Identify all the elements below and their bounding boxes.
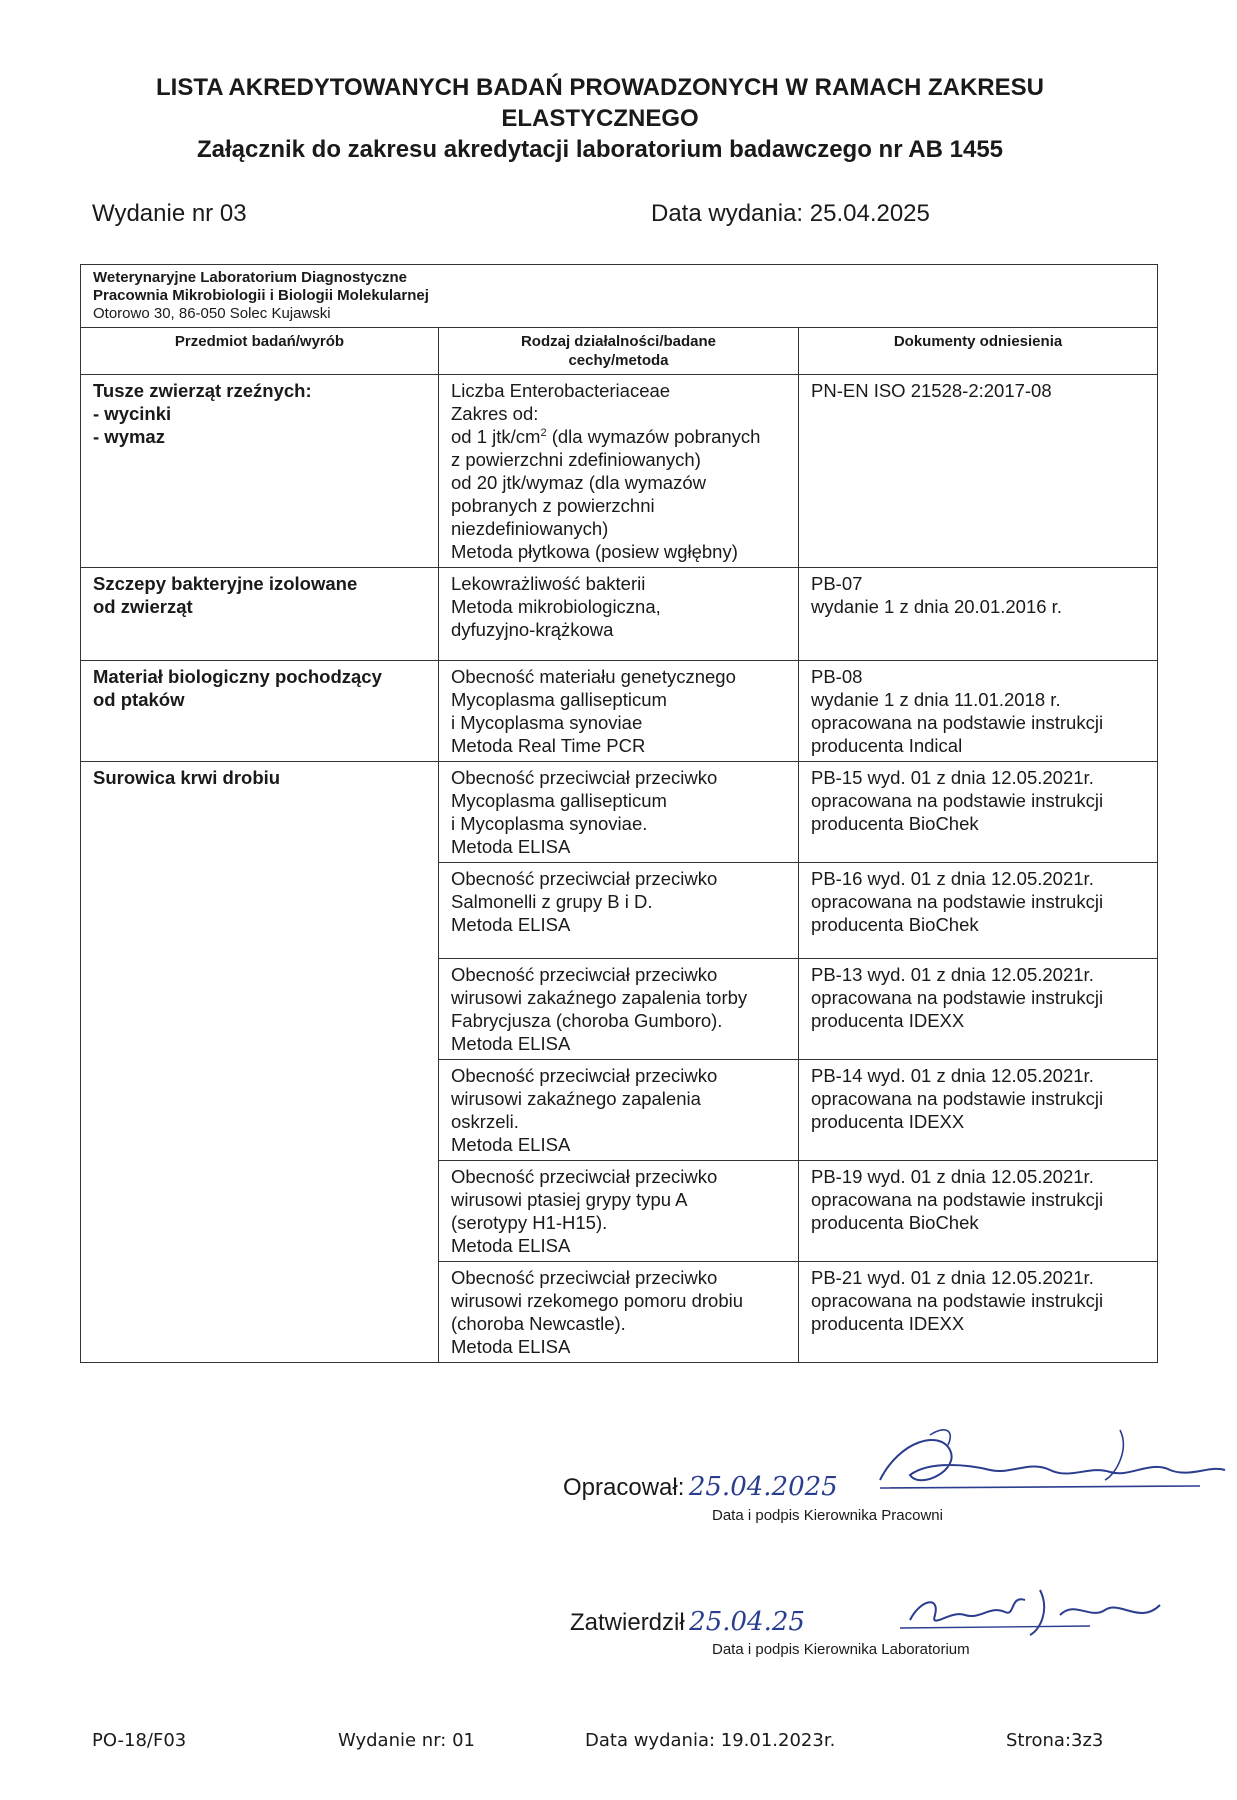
document-title (60, 72, 1140, 165)
subject-cell: Materiał biologiczny pochodzący od ptaków (81, 661, 439, 762)
approved-signature-scribble (890, 1570, 1180, 1650)
subject-cell: Szczepy bakteryjne izolowane od zwierząt (81, 568, 439, 661)
prepared-handwritten-date: 25.04.2025 (688, 1472, 838, 1502)
column-header-row (81, 328, 1158, 375)
activity-cell: Lekowrażliwość bakterii Metoda mikrobiologiczna, dyfuzyjno-krążkowa (439, 568, 799, 661)
lab-info (81, 265, 1158, 328)
documents-cell: PN-EN ISO 21528-2:2017-08 (799, 375, 1158, 568)
footer-form-edition: Wydanie nr: 01 (338, 1730, 475, 1751)
table-row (81, 375, 1158, 568)
subject-cell: Tusze zwierząt rzeźnych: - wycinki - wymaz (81, 375, 439, 568)
lab-address: Otorowo 30, 86-050 Solec Kujawski (93, 305, 331, 322)
edition-number: Wydanie nr 03 (92, 200, 247, 227)
col-subject-header: Przedmiot badań/wyrób (81, 328, 439, 375)
title-line-3: Załącznik do zakresu akredytacji laboratorium badawczego nr AB 1455 (196, 136, 1004, 163)
documents-cell: PB-13 wyd. 01 z dnia 12.05.2021r. opracowana na podstawie instrukcji producenta IDEXX (799, 959, 1158, 1060)
approved-signature-line (570, 1607, 805, 1637)
activity-cell: Obecność przeciwciał przeciwko Salmonelli z grupy B i D. Metoda ELISA (439, 863, 799, 959)
accreditation-table (80, 264, 1158, 1363)
documents-cell: PB-19 wyd. 01 z dnia 12.05.2021r. opracowana na podstawie instrukcji producenta BioChek (799, 1161, 1158, 1262)
documents-cell: PB-08 wydanie 1 z dnia 11.01.2018 r. opracowana na podstawie instrukcji producenta Indical (799, 661, 1158, 762)
documents-cell: PB-14 wyd. 01 z dnia 12.05.2021r. opracowana na podstawie instrukcji producenta IDEXX (799, 1060, 1158, 1161)
table-row (81, 568, 1158, 661)
lab-header-row (81, 265, 1158, 328)
col-documents-header: Dokumenty odniesienia (799, 328, 1158, 375)
approved-handwritten-date: 25.04.25 (689, 1607, 805, 1637)
activity-cell: Obecność przeciwciał przeciwko wirusowi rzekomego pomoru drobiu (choroba Newcastle). Metoda ELISA (439, 1262, 799, 1363)
activity-cell: Obecność przeciwciał przeciwko Mycoplasma gallisepticum i Mycoplasma synoviae. Metoda ELISA (439, 762, 799, 863)
title-line-2: ELASTYCZNEGO (501, 105, 699, 132)
activity-cell: Obecność przeciwciał przeciwko wirusowi ptasiej grypy typu A (serotypy H1-H15). Metoda ELISA (439, 1161, 799, 1262)
documents-cell: PB-16 wyd. 01 z dnia 12.05.2021r. opracowana na podstawie instrukcji producenta BioChek (799, 863, 1158, 959)
prepared-signature-line (563, 1472, 838, 1502)
prepared-signature-scribble (860, 1420, 1230, 1500)
documents-cell: PB-07 wydanie 1 z dnia 20.01.2016 r. (799, 568, 1158, 661)
footer-form-date: Data wydania: 19.01.2023r. (585, 1730, 836, 1751)
footer-page-number: Strona:3z3 (1006, 1730, 1104, 1751)
table-row (81, 661, 1158, 762)
activity-cell: Obecność przeciwciał przeciwko wirusowi zakaźnego zapalenia torby Fabrycjusza (choroba Gumboro). Metoda ELISA (439, 959, 799, 1060)
lab-name-1: Weterynaryjne Laboratorium Diagnostyczne (93, 269, 407, 286)
activity-cell: Obecność przeciwciał przeciwko wirusowi zakaźnego zapalenia oskrzeli. Metoda ELISA (439, 1060, 799, 1161)
documents-cell: PB-15 wyd. 01 z dnia 12.05.2021r. opracowana na podstawie instrukcji producenta BioChek (799, 762, 1158, 863)
title-line-1: LISTA AKREDYTOWANYCH BADAŃ PROWADZONYCH W RAMACH ZAKRESU (156, 74, 1044, 101)
prepared-label: Opracował: (563, 1474, 685, 1501)
lab-name-2: Pracownia Mikrobiologii i Biologii Molekularnej (93, 287, 429, 304)
footer-form-code: PO-18/F03 (92, 1730, 187, 1751)
documents-cell: PB-21 wyd. 01 z dnia 12.05.2021r. opracowana na podstawie instrukcji producenta IDEXX (799, 1262, 1158, 1363)
col-activity-header: Rodzaj działalności/badane cechy/metoda (439, 328, 799, 375)
issue-date: Data wydania: 25.04.2025 (651, 200, 930, 227)
subject-cell: Surowica krwi drobiu (81, 762, 439, 1363)
prepared-caption: Data i podpis Kierownika Pracowni (712, 1507, 943, 1524)
approved-caption: Data i podpis Kierownika Laboratorium (712, 1641, 970, 1658)
table-row (81, 762, 1158, 863)
activity-cell: Obecność materiału genetycznego Mycoplasma gallisepticum i Mycoplasma synoviae Metoda Real Time PCR (439, 661, 799, 762)
activity-cell: Liczba Enterobacteriaceae Zakres od: od 1 jtk/$cm^2$ (dla wymazów pobranych z powierzchni zdefiniowanych) od 20 jtk/wymaz (dla wymazów pobranych z powierzchni niezdefiniowanych) Metoda płytkowa (posiew wgłębny) (439, 375, 799, 568)
approved-label: Zatwierdził (570, 1609, 685, 1636)
